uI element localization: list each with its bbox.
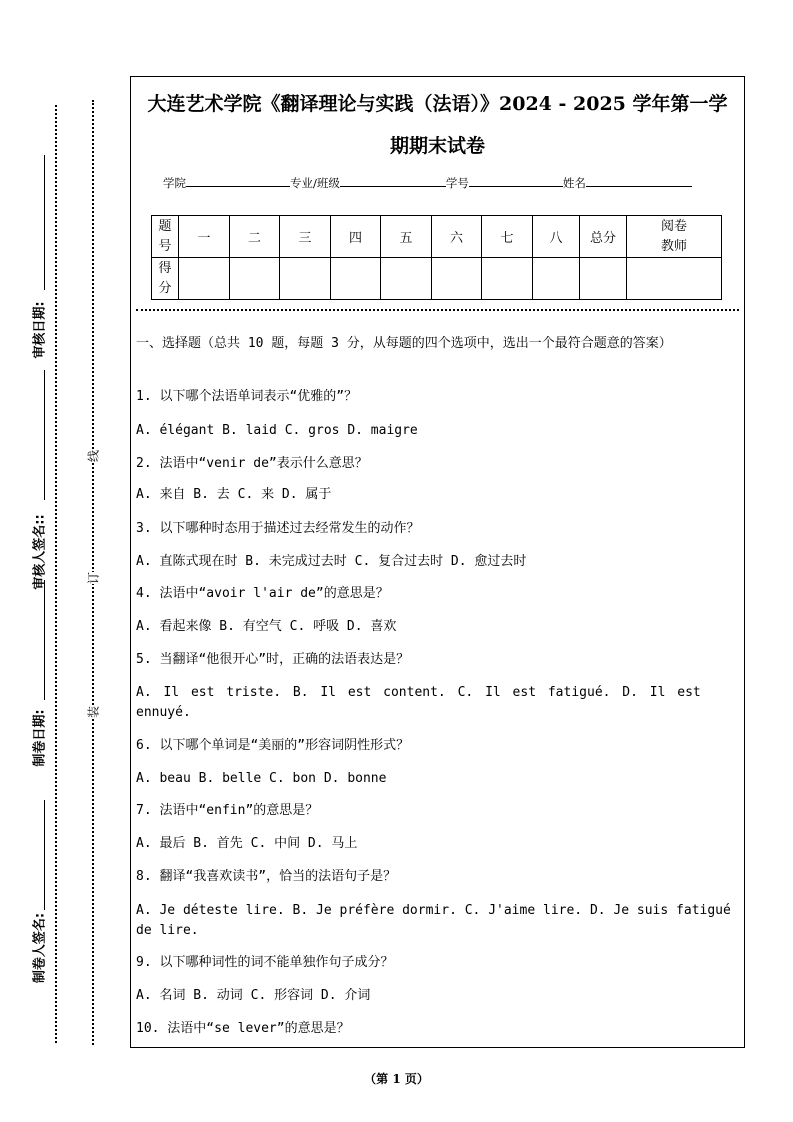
reviewer-sign-label: 审核人签名:: [32, 514, 48, 590]
col-grader: 阅卷教师 [660, 218, 687, 254]
question-7: 7. 法语中“enfin”的意思是？ [136, 803, 319, 818]
student-id-blank[interactable] [469, 174, 563, 187]
question-4: 4. 法语中“avoir l'air de”的意思是？ [136, 586, 389, 601]
options-6: A. beau B. belle C. bon D. bonne [136, 771, 387, 786]
compiler-sign-line [44, 800, 45, 910]
question-10: 10. 法语中“se lever”的意思是？ [136, 1021, 350, 1036]
question-5: 5. 当翻译“他很开心”时，正确的法语表达是？ [136, 652, 410, 667]
college-label: 学院 [163, 176, 186, 190]
question-9: 9. 以下哪种词性的词不能单独作句子成分？ [136, 955, 394, 970]
col-8: 八 [533, 216, 580, 258]
section-heading: 一、选择题（总共 10 题，每题 3 分，从每题的四个选项中，选出一个最符合题意的答案） [136, 336, 672, 351]
name-label: 姓名 [562, 176, 586, 190]
question-6: 6. 以下哪个单词是“美丽的”形容词阴性形式？ [136, 738, 410, 753]
review-date-line [44, 155, 45, 290]
options-9: A. 名词 B. 动词 C. 形容词 D. 介词 [136, 988, 371, 1003]
score-cell[interactable] [580, 258, 627, 300]
col-4: 四 [331, 216, 381, 258]
reviewer-sign-line [44, 370, 45, 500]
page-number: （第 1 页） [364, 1072, 429, 1086]
options-3: A. 直陈式现在时 B. 未完成过去时 C. 复合过去时 D. 愈过去时 [136, 554, 527, 569]
question-2: 2. 法语中“venir de”表示什么意思？ [136, 456, 368, 471]
exam-title-line1: 大连艺术学院《翻译理论与实践（法语）》2024 - 2025 学年第一学 [147, 93, 728, 115]
col-total: 总分 [580, 216, 627, 258]
binding-char-bind: 装 [83, 706, 104, 718]
col-1: 一 [179, 216, 230, 258]
compiler-sign-label: 制卷人签名: [32, 912, 48, 984]
binding-char-line: 线 [83, 450, 104, 462]
col-3: 三 [280, 216, 331, 258]
score-cell[interactable] [627, 258, 722, 300]
col-7: 七 [482, 216, 533, 258]
score-table-header-row [152, 216, 722, 258]
options-2: A. 来自 B. 去 C. 来 D. 属于 [136, 487, 332, 502]
col-5: 五 [381, 216, 432, 258]
exam-title-line2: 期期末试卷 [389, 135, 485, 157]
compile-date-label: 制卷日期: [32, 709, 48, 767]
options-4: A. 看起来像 B. 有空气 C. 呼吸 D. 喜欢 [136, 619, 397, 634]
score-table-score-row [152, 258, 722, 300]
score-cell[interactable] [179, 258, 230, 300]
question-3: 3. 以下哪种时态用于描述过去经常发生的动作？ [136, 521, 420, 536]
review-date-label: 审核日期: [32, 301, 48, 359]
compile-date-line [44, 580, 45, 700]
college-blank[interactable] [186, 174, 290, 187]
student-info-row [163, 174, 692, 191]
options-5: A. Il est triste. B. Il est content. C. Il est fatigué. D. Il est ennuyé. [136, 685, 701, 720]
major-label: 专业/班级 [290, 176, 340, 190]
name-blank[interactable] [586, 174, 692, 187]
binding-char-staple: 订 [83, 572, 104, 584]
score-cell[interactable] [482, 258, 533, 300]
score-cell[interactable] [331, 258, 381, 300]
header-separator [136, 309, 739, 311]
score-cell[interactable] [230, 258, 280, 300]
score-cell[interactable] [533, 258, 580, 300]
major-blank[interactable] [340, 174, 446, 187]
question-1: 1. 以下哪个法语单词表示“优雅的”？ [136, 389, 358, 404]
score-cell[interactable] [381, 258, 432, 300]
binding-dotted-line-outer [55, 105, 57, 1043]
col-2: 二 [230, 216, 280, 258]
options-1: A. élégant B. laid C. gros D. maigre [136, 423, 418, 438]
options-7: A. 最后 B. 首先 C. 中间 D. 马上 [136, 836, 358, 851]
score-cell[interactable] [432, 258, 482, 300]
question-8: 8. 翻译“我喜欢读书”，恰当的法语句子是？ [136, 869, 397, 884]
score-cell[interactable] [280, 258, 331, 300]
col-6: 六 [432, 216, 482, 258]
exam-frame [130, 76, 745, 1048]
score-label: 得分 [158, 260, 172, 296]
student-id-label: 学号 [445, 176, 469, 190]
question-number-label: 题号 [158, 218, 172, 254]
options-8: A. Je déteste lire. B. Je préfère dormir. C. J'aime lire. D. Je suis fatigué de lire. [136, 903, 731, 938]
score-table [151, 215, 722, 300]
